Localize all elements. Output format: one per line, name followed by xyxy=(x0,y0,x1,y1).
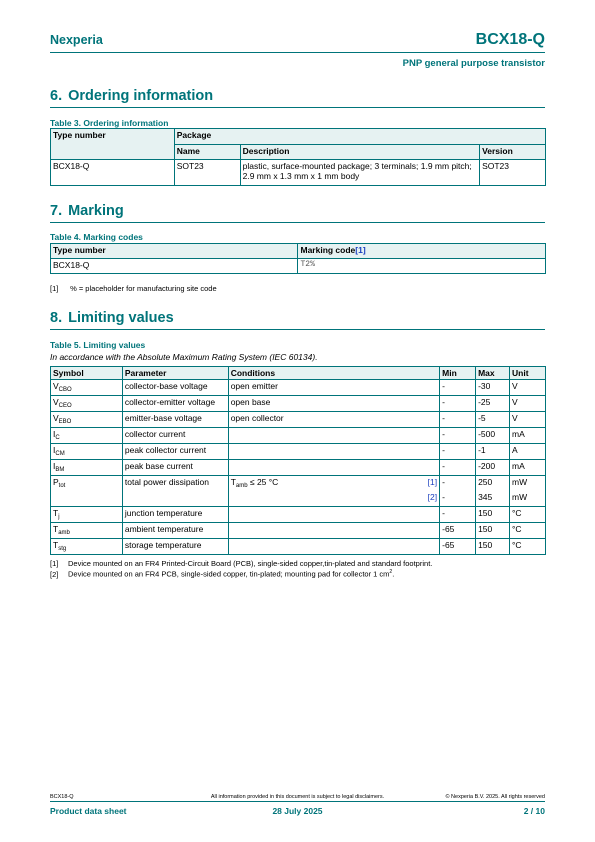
section-title: Limiting values xyxy=(68,310,174,326)
section-divider xyxy=(50,107,545,108)
footnote-ref[interactable]: [2] xyxy=(427,492,438,502)
footnote-key: [1] xyxy=(50,559,59,568)
symbol-letter: T xyxy=(53,540,59,550)
cell-symbol xyxy=(51,539,123,555)
symbol-subscript: CEO xyxy=(58,403,72,409)
col-header-min: Min xyxy=(440,367,476,380)
section-title: Ordering information xyxy=(68,88,214,104)
limiting-values-table xyxy=(50,366,546,555)
footnote xyxy=(50,559,432,568)
marking-code-label: Marking code xyxy=(300,245,356,255)
symbol-letter: V xyxy=(53,381,59,391)
cell-unit: V xyxy=(510,396,546,412)
condition-symbol: T xyxy=(230,477,236,487)
brand-name: Nexperia xyxy=(50,33,103,47)
cell-symbol xyxy=(51,460,123,476)
cell-symbol xyxy=(51,476,123,492)
footnote-key: [1] xyxy=(50,284,59,293)
cell-unit: °C xyxy=(510,539,546,555)
cell-conditions xyxy=(228,539,439,555)
symbol-subscript: tot xyxy=(58,483,66,489)
table-row xyxy=(51,428,546,444)
symbol-subscript: EBO xyxy=(58,419,72,425)
symbol-letter: T xyxy=(53,508,59,518)
cell-max: 150 xyxy=(476,523,510,539)
table-row xyxy=(51,259,546,274)
table-caption: Table 3. Ordering information xyxy=(50,118,169,128)
cell-parameter: storage temperature xyxy=(122,539,228,555)
symbol-letter: P xyxy=(53,477,59,487)
table-row xyxy=(51,539,546,555)
cell-unit: V xyxy=(510,412,546,428)
table-row xyxy=(51,476,546,492)
section-title: Marking xyxy=(68,203,124,219)
cell-symbol xyxy=(51,380,123,396)
symbol-subscript: j xyxy=(58,514,60,520)
symbol-subscript: CBO xyxy=(58,387,72,393)
cell-package-description: plastic, surface-mounted package; 3 terminals; 1.9 mm pitch; 2.9 mm x 1.3 mm x 1 mm body xyxy=(240,160,479,186)
footer-date: 28 July 2025 xyxy=(272,806,323,816)
cell-unit: A xyxy=(510,444,546,460)
header-divider xyxy=(50,52,545,53)
cell-max: -5 xyxy=(476,412,510,428)
table-row xyxy=(51,507,546,523)
col-header-description: Description xyxy=(240,145,479,160)
cell-max: -1 xyxy=(476,444,510,460)
cell-conditions xyxy=(228,444,439,460)
cell-unit: °C xyxy=(510,523,546,539)
col-header-symbol: Symbol xyxy=(51,367,123,380)
symbol-letter: T xyxy=(53,524,59,534)
table-caption: Table 5. Limiting values xyxy=(50,340,146,350)
cell-max: 250 xyxy=(476,476,510,492)
footnote-key: [2] xyxy=(50,569,59,579)
col-header-type-number: Type number xyxy=(51,129,175,160)
cell-parameter: total power dissipation xyxy=(122,476,228,492)
cell-conditions: open emitter xyxy=(228,380,439,396)
cell-marking-code: T2% xyxy=(298,259,546,274)
cell-min: - xyxy=(440,476,476,492)
symbol-subscript: CM xyxy=(55,451,65,457)
footer-copyright: © Nexperia B.V. 2025. All rights reserved xyxy=(445,794,545,800)
cell-conditions xyxy=(228,523,439,539)
cell-unit: mA xyxy=(510,460,546,476)
cell-symbol xyxy=(51,412,123,428)
section-number: 6. xyxy=(50,88,63,104)
cell-min: - xyxy=(440,491,476,507)
symbol-subscript: amb xyxy=(58,530,70,536)
ordering-table xyxy=(50,128,546,186)
cell-parameter: peak base current xyxy=(122,460,228,476)
cell-min: - xyxy=(440,412,476,428)
condition-subscript: amb xyxy=(235,483,248,489)
cell-parameter: emitter-base voltage xyxy=(122,412,228,428)
cell-unit: °C xyxy=(510,507,546,523)
document-title: BCX18-Q xyxy=(475,31,545,48)
cell-unit: V xyxy=(510,380,546,396)
table-row xyxy=(51,523,546,539)
symbol-letter: V xyxy=(53,413,59,423)
footnote-text: Device mounted on an FR4 PCB, single-sided copper, tin-plated; mounting pad for collector 1 cm xyxy=(68,569,390,579)
cell-unit: mW xyxy=(510,476,546,492)
footer-doc-type: Product data sheet xyxy=(50,806,127,816)
col-header-unit: Unit xyxy=(510,367,546,380)
cell-parameter: ambient temperature xyxy=(122,523,228,539)
footnote-ref[interactable]: [1] xyxy=(427,477,438,487)
cell-symbol xyxy=(51,507,123,523)
cell-unit: mW xyxy=(510,491,546,507)
cell-symbol xyxy=(51,428,123,444)
cell-symbol xyxy=(51,444,123,460)
cell-parameter: collector current xyxy=(122,428,228,444)
footnote-text: % = placeholder for manufacturing site code xyxy=(70,284,217,293)
footnote xyxy=(50,569,394,579)
symbol-letter: I xyxy=(53,429,56,439)
table-row xyxy=(51,460,546,476)
table-row xyxy=(51,491,546,507)
cell-package-version: SOT23 xyxy=(480,160,546,186)
cell-max: -200 xyxy=(476,460,510,476)
col-header-package: Package xyxy=(174,129,545,145)
symbol-letter: I xyxy=(53,445,56,455)
section-heading-marking xyxy=(50,203,124,219)
footer-divider xyxy=(50,801,545,802)
cell-conditions: open collector xyxy=(228,412,439,428)
cell-package-name: SOT23 xyxy=(174,160,240,186)
footnote-superscript: 2 xyxy=(389,569,393,575)
document-subtitle: PNP general purpose transistor xyxy=(402,58,545,69)
cell-max: -500 xyxy=(476,428,510,444)
table-row xyxy=(51,396,546,412)
cell-unit: mA xyxy=(510,428,546,444)
section-heading-limiting-values xyxy=(50,310,174,326)
cell-min: - xyxy=(440,396,476,412)
symbol-subscript: BM xyxy=(55,467,65,473)
cell-parameter: collector-emitter voltage xyxy=(122,396,228,412)
symbol-subscript: C xyxy=(55,435,60,441)
cell-parameter xyxy=(122,491,228,507)
cell-conditions xyxy=(228,507,439,523)
table-row xyxy=(51,380,546,396)
footer-page-number: 2 / 10 xyxy=(523,806,545,816)
cell-parameter: junction temperature xyxy=(122,507,228,523)
cell-conditions xyxy=(228,428,439,444)
cell-min: -65 xyxy=(440,539,476,555)
marking-table xyxy=(50,243,546,274)
cell-type-number: BCX18-Q xyxy=(51,259,298,274)
cell-conditions xyxy=(228,460,439,476)
col-header-type-number: Type number xyxy=(51,244,298,259)
section-number: 8. xyxy=(50,310,63,326)
symbol-letter: I xyxy=(53,461,56,471)
col-header-conditions: Conditions xyxy=(228,367,439,380)
table-row xyxy=(51,444,546,460)
cell-parameter: peak collector current xyxy=(122,444,228,460)
footer-doc-id: BCX18-Q xyxy=(50,794,74,800)
cell-parameter: collector-base voltage xyxy=(122,380,228,396)
footnote xyxy=(50,284,217,293)
footer-disclaimer: All information provided in this document is subject to legal disclaimers. xyxy=(210,794,385,800)
table-caption: Table 4. Marking codes xyxy=(50,232,143,242)
cell-conditions xyxy=(228,476,404,492)
cell-conditions xyxy=(228,491,404,507)
cell-min: -65 xyxy=(440,523,476,539)
cell-symbol xyxy=(51,491,123,507)
cell-min: - xyxy=(440,460,476,476)
cell-type-number: BCX18-Q xyxy=(51,160,175,186)
cell-symbol xyxy=(51,523,123,539)
footnote-text: Device mounted on an FR4 Printed-Circuit Board (PCB), single-sided copper,tin-plated and standard footprint. xyxy=(68,559,433,568)
cell-min: - xyxy=(440,444,476,460)
cell-max: 150 xyxy=(476,507,510,523)
symbol-letter: V xyxy=(53,397,59,407)
cell-min: - xyxy=(440,380,476,396)
col-header-max: Max xyxy=(476,367,510,380)
symbol-subscript: stg xyxy=(58,546,67,552)
cell-min: - xyxy=(440,428,476,444)
col-header-parameter: Parameter xyxy=(122,367,228,380)
table-note: In accordance with the Absolute Maximum Rating System (IEC 60134). xyxy=(50,352,318,362)
cell-symbol xyxy=(51,396,123,412)
cell-ref xyxy=(404,491,440,507)
cell-max: 150 xyxy=(476,539,510,555)
cell-min: - xyxy=(440,507,476,523)
table-row xyxy=(51,160,546,186)
cell-max: -30 xyxy=(476,380,510,396)
table-row xyxy=(51,412,546,428)
section-divider xyxy=(50,329,545,330)
cell-max: -25 xyxy=(476,396,510,412)
cell-ref xyxy=(404,476,440,492)
section-number: 7. xyxy=(50,203,63,219)
section-heading-ordering xyxy=(50,88,213,104)
col-header-name: Name xyxy=(174,145,240,160)
col-header-marking-code xyxy=(298,244,546,259)
col-header-version: Version xyxy=(480,145,546,160)
cell-max: 345 xyxy=(476,491,510,507)
condition-text: ≤ 25 °C xyxy=(247,477,279,487)
section-divider xyxy=(50,222,545,223)
cell-conditions: open base xyxy=(228,396,439,412)
footnote-ref[interactable]: [1] xyxy=(355,245,366,255)
footnote-end: . xyxy=(392,569,395,579)
